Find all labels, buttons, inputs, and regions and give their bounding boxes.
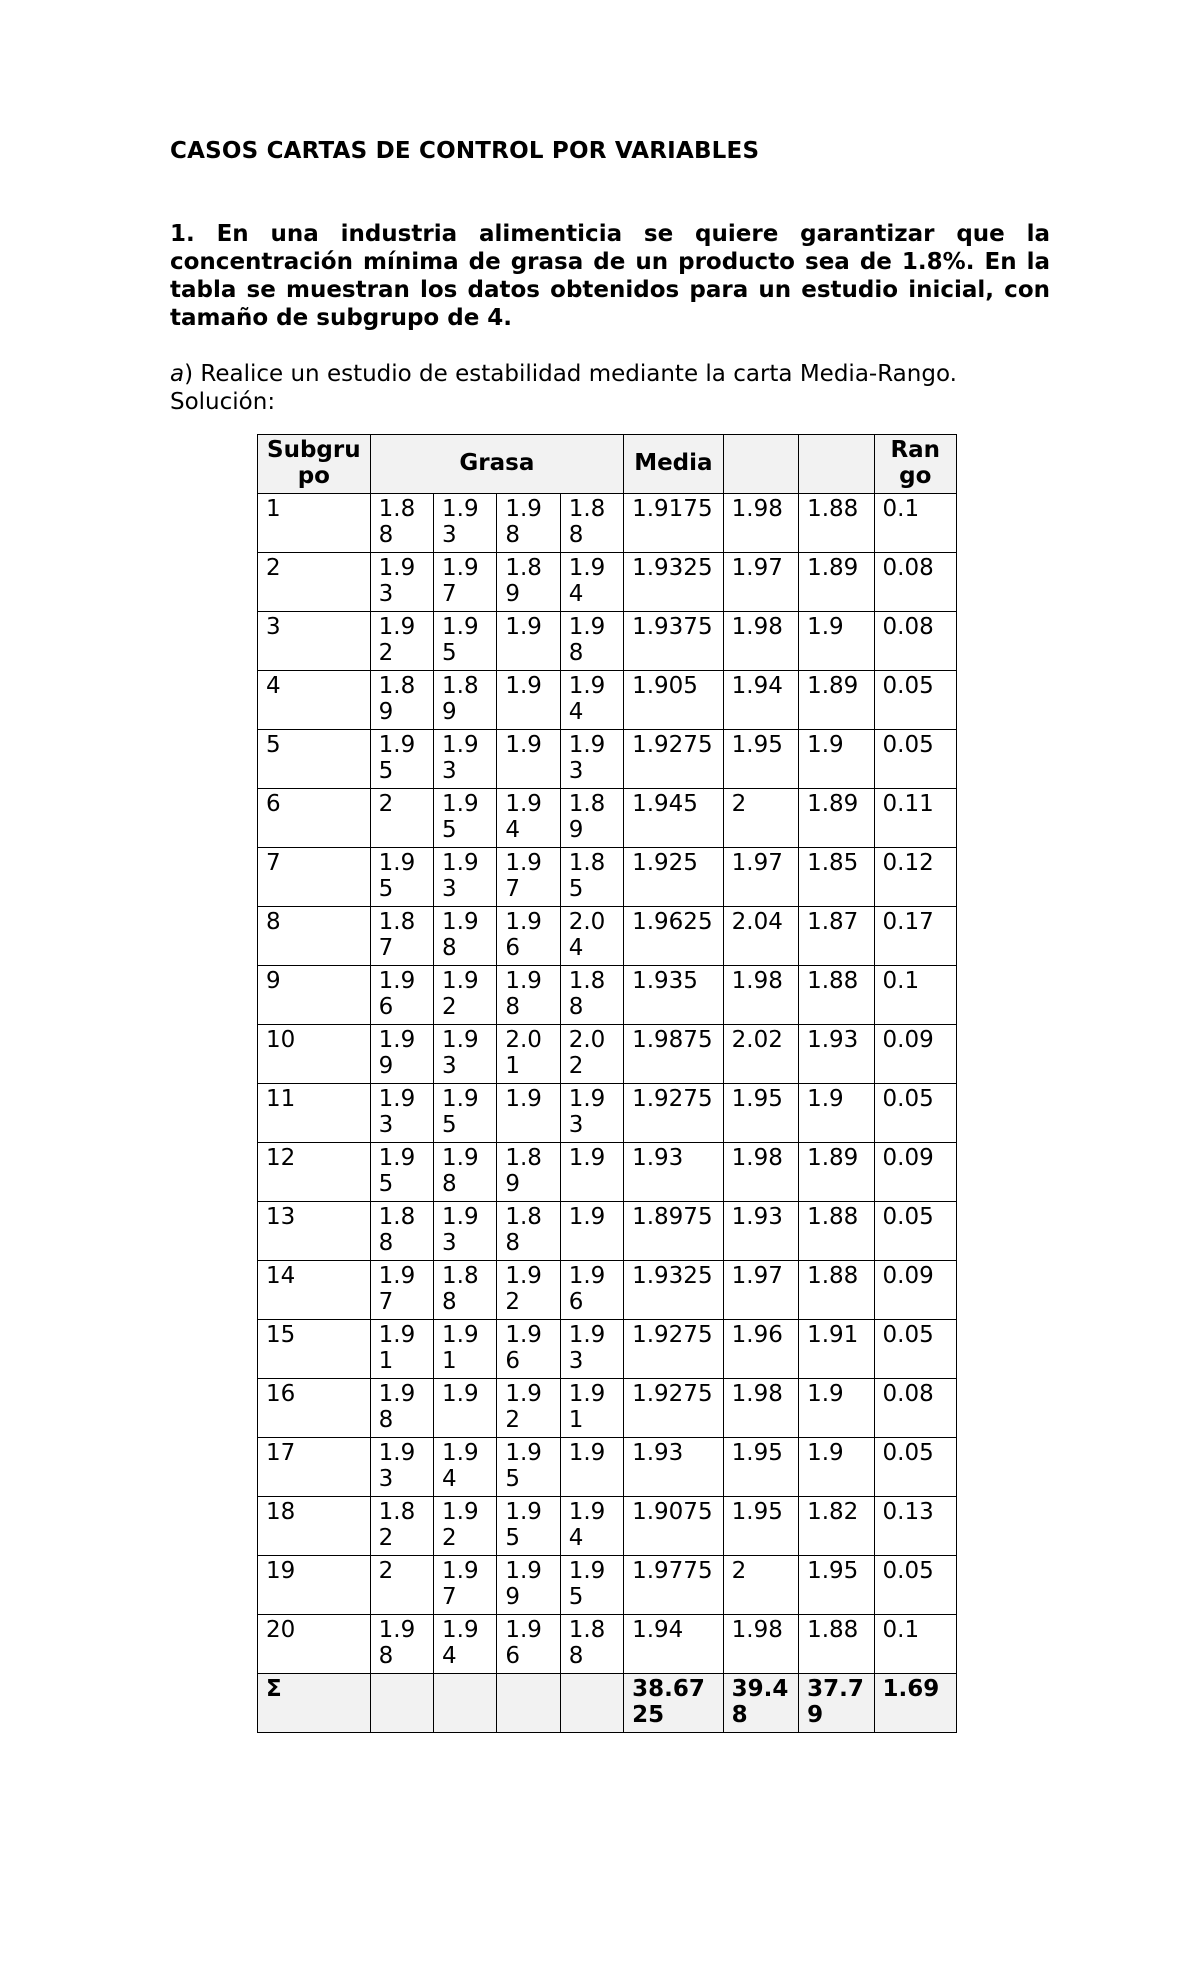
cell-mean: 1.9325 xyxy=(624,553,724,612)
cell-min: 1.88 xyxy=(799,1615,874,1674)
cell-fat-4: 2.02 xyxy=(560,1025,623,1084)
totals-mean: 38.6725 xyxy=(624,1674,724,1733)
cell-fat-2: 1.92 xyxy=(434,966,497,1025)
cell-fat-3: 1.96 xyxy=(497,1615,560,1674)
cell-subgroup: 3 xyxy=(258,612,371,671)
cell-min: 1.9 xyxy=(799,1379,874,1438)
cell-fat-1: 1.92 xyxy=(370,612,433,671)
cell-max: 1.95 xyxy=(723,1438,798,1497)
cell-fat-1: 2 xyxy=(370,789,433,848)
cell-fat-2: 1.89 xyxy=(434,671,497,730)
cell-fat-2: 1.98 xyxy=(434,1143,497,1202)
cell-fat-4: 1.89 xyxy=(560,789,623,848)
totals-empty-cell xyxy=(370,1674,433,1733)
cell-fat-2: 1.93 xyxy=(434,848,497,907)
table-row xyxy=(258,1320,957,1379)
cell-subgroup: 10 xyxy=(258,1025,371,1084)
cell-range: 0.1 xyxy=(874,966,957,1025)
cell-min: 1.87 xyxy=(799,907,874,966)
cell-max: 1.98 xyxy=(723,966,798,1025)
table-row xyxy=(258,789,957,848)
cell-max: 2.04 xyxy=(723,907,798,966)
cell-range: 0.17 xyxy=(874,907,957,966)
cell-fat-4: 2.04 xyxy=(560,907,623,966)
cell-mean: 1.8975 xyxy=(624,1202,724,1261)
cell-mean: 1.9275 xyxy=(624,1320,724,1379)
cell-max: 1.98 xyxy=(723,494,798,553)
cell-max: 1.93 xyxy=(723,1202,798,1261)
cell-mean: 1.9275 xyxy=(624,1084,724,1143)
cell-max: 1.98 xyxy=(723,1143,798,1202)
cell-min: 1.85 xyxy=(799,848,874,907)
table-row xyxy=(258,730,957,789)
header-max xyxy=(723,435,798,494)
table-row xyxy=(258,1379,957,1438)
cell-fat-4: 1.88 xyxy=(560,1615,623,1674)
cell-max: 1.98 xyxy=(723,612,798,671)
cell-fat-3: 1.99 xyxy=(497,1556,560,1615)
table-body xyxy=(258,494,957,1674)
cell-subgroup: 2 xyxy=(258,553,371,612)
cell-fat-3: 1.89 xyxy=(497,1143,560,1202)
cell-min: 1.89 xyxy=(799,553,874,612)
cell-fat-3: 1.92 xyxy=(497,1379,560,1438)
cell-subgroup: 17 xyxy=(258,1438,371,1497)
cell-max: 2.02 xyxy=(723,1025,798,1084)
task-letter: a xyxy=(170,361,185,387)
cell-fat-2: 1.91 xyxy=(434,1320,497,1379)
cell-max: 1.98 xyxy=(723,1615,798,1674)
cell-max: 1.95 xyxy=(723,1497,798,1556)
cell-fat-4: 1.9 xyxy=(560,1438,623,1497)
cell-max: 1.97 xyxy=(723,1261,798,1320)
cell-fat-3: 1.9 xyxy=(497,671,560,730)
cell-subgroup: 16 xyxy=(258,1379,371,1438)
cell-fat-4: 1.93 xyxy=(560,1084,623,1143)
cell-range: 0.09 xyxy=(874,1025,957,1084)
totals-empty-cell xyxy=(497,1674,560,1733)
cell-fat-4: 1.93 xyxy=(560,1320,623,1379)
cell-mean: 1.905 xyxy=(624,671,724,730)
task-text: ) Realice un estudio de estabilidad mediante la carta Media-Rango. xyxy=(184,361,957,387)
cell-fat-4: 1.98 xyxy=(560,612,623,671)
cell-range: 0.05 xyxy=(874,1438,957,1497)
cell-min: 1.82 xyxy=(799,1497,874,1556)
cell-mean: 1.945 xyxy=(624,789,724,848)
cell-fat-1: 1.88 xyxy=(370,494,433,553)
cell-fat-3: 1.92 xyxy=(497,1261,560,1320)
cell-min: 1.88 xyxy=(799,494,874,553)
cell-min: 1.9 xyxy=(799,1084,874,1143)
table-row xyxy=(258,1615,957,1674)
cell-mean: 1.93 xyxy=(624,1438,724,1497)
cell-mean: 1.9275 xyxy=(624,1379,724,1438)
cell-fat-4: 1.94 xyxy=(560,671,623,730)
cell-fat-1: 1.98 xyxy=(370,1379,433,1438)
cell-range: 0.05 xyxy=(874,730,957,789)
table-totals-row xyxy=(258,1674,957,1733)
cell-range: 0.1 xyxy=(874,494,957,553)
cell-subgroup: 8 xyxy=(258,907,371,966)
totals-label: Σ xyxy=(258,1674,371,1733)
cell-max: 1.95 xyxy=(723,730,798,789)
cell-min: 1.88 xyxy=(799,1261,874,1320)
cell-fat-3: 1.96 xyxy=(497,1320,560,1379)
cell-subgroup: 14 xyxy=(258,1261,371,1320)
cell-fat-4: 1.95 xyxy=(560,1556,623,1615)
cell-fat-4: 1.88 xyxy=(560,966,623,1025)
cell-fat-1: 1.82 xyxy=(370,1497,433,1556)
cell-max: 1.97 xyxy=(723,553,798,612)
header-mean: Media xyxy=(624,435,724,494)
table-row xyxy=(258,671,957,730)
totals-max: 39.48 xyxy=(723,1674,798,1733)
cell-fat-2: 1.93 xyxy=(434,1025,497,1084)
cell-range: 0.09 xyxy=(874,1143,957,1202)
table-row xyxy=(258,1143,957,1202)
cell-fat-2: 1.97 xyxy=(434,1556,497,1615)
cell-range: 0.08 xyxy=(874,553,957,612)
cell-min: 1.88 xyxy=(799,1202,874,1261)
cell-max: 1.96 xyxy=(723,1320,798,1379)
cell-range: 0.05 xyxy=(874,1320,957,1379)
cell-subgroup: 20 xyxy=(258,1615,371,1674)
cell-fat-4: 1.9 xyxy=(560,1202,623,1261)
cell-fat-2: 1.88 xyxy=(434,1261,497,1320)
cell-range: 0.05 xyxy=(874,1556,957,1615)
cell-fat-2: 1.94 xyxy=(434,1615,497,1674)
cell-subgroup: 18 xyxy=(258,1497,371,1556)
cell-fat-4: 1.96 xyxy=(560,1261,623,1320)
cell-fat-3: 1.94 xyxy=(497,789,560,848)
table-row xyxy=(258,1438,957,1497)
header-range: Rango xyxy=(874,435,957,494)
cell-fat-1: 1.98 xyxy=(370,1615,433,1674)
cell-fat-1: 1.87 xyxy=(370,907,433,966)
header-min xyxy=(799,435,874,494)
cell-mean: 1.9275 xyxy=(624,730,724,789)
cell-range: 0.13 xyxy=(874,1497,957,1556)
cell-fat-4: 1.94 xyxy=(560,553,623,612)
cell-fat-4: 1.94 xyxy=(560,1497,623,1556)
cell-mean: 1.9625 xyxy=(624,907,724,966)
cell-fat-1: 1.93 xyxy=(370,1084,433,1143)
cell-subgroup: 1 xyxy=(258,494,371,553)
cell-subgroup: 15 xyxy=(258,1320,371,1379)
cell-fat-4: 1.88 xyxy=(560,494,623,553)
header-subgroup: Subgrupo xyxy=(258,435,371,494)
cell-subgroup: 13 xyxy=(258,1202,371,1261)
cell-fat-3: 1.97 xyxy=(497,848,560,907)
cell-max: 1.97 xyxy=(723,848,798,907)
totals-empty-cell xyxy=(434,1674,497,1733)
cell-fat-3: 1.9 xyxy=(497,612,560,671)
cell-min: 1.89 xyxy=(799,671,874,730)
cell-fat-1: 1.93 xyxy=(370,1438,433,1497)
cell-fat-1: 1.95 xyxy=(370,848,433,907)
cell-range: 0.09 xyxy=(874,1261,957,1320)
cell-range: 0.1 xyxy=(874,1615,957,1674)
cell-fat-2: 1.95 xyxy=(434,612,497,671)
cell-mean: 1.9325 xyxy=(624,1261,724,1320)
table-row xyxy=(258,1025,957,1084)
table-header-row xyxy=(258,435,957,494)
table-row xyxy=(258,1556,957,1615)
cell-fat-1: 1.97 xyxy=(370,1261,433,1320)
cell-fat-2: 1.93 xyxy=(434,1202,497,1261)
cell-mean: 1.9375 xyxy=(624,612,724,671)
cell-range: 0.05 xyxy=(874,1202,957,1261)
cell-min: 1.88 xyxy=(799,966,874,1025)
cell-range: 0.05 xyxy=(874,1084,957,1143)
solution-label: Solución: xyxy=(170,389,276,415)
cell-fat-1: 1.95 xyxy=(370,1143,433,1202)
cell-subgroup: 5 xyxy=(258,730,371,789)
cell-max: 1.94 xyxy=(723,671,798,730)
cell-fat-2: 1.95 xyxy=(434,789,497,848)
cell-mean: 1.9075 xyxy=(624,1497,724,1556)
cell-fat-2: 1.95 xyxy=(434,1084,497,1143)
cell-min: 1.9 xyxy=(799,1438,874,1497)
cell-fat-2: 1.92 xyxy=(434,1497,497,1556)
cell-range: 0.08 xyxy=(874,612,957,671)
cell-fat-3: 1.88 xyxy=(497,1202,560,1261)
cell-fat-3: 1.95 xyxy=(497,1497,560,1556)
cell-fat-2: 1.97 xyxy=(434,553,497,612)
cell-subgroup: 9 xyxy=(258,966,371,1025)
table-row xyxy=(258,494,957,553)
task-block xyxy=(170,360,1050,416)
cell-fat-3: 1.95 xyxy=(497,1438,560,1497)
cell-subgroup: 11 xyxy=(258,1084,371,1143)
cell-max: 1.95 xyxy=(723,1084,798,1143)
cell-fat-1: 2 xyxy=(370,1556,433,1615)
table-row xyxy=(258,1084,957,1143)
cell-fat-3: 1.9 xyxy=(497,730,560,789)
totals-range: 1.69 xyxy=(874,1674,957,1733)
table-row xyxy=(258,1261,957,1320)
cell-fat-4: 1.93 xyxy=(560,730,623,789)
cell-fat-1: 1.96 xyxy=(370,966,433,1025)
cell-fat-1: 1.93 xyxy=(370,553,433,612)
fat-data-table xyxy=(257,434,957,1733)
cell-fat-1: 1.91 xyxy=(370,1320,433,1379)
cell-fat-1: 1.88 xyxy=(370,1202,433,1261)
cell-fat-1: 1.99 xyxy=(370,1025,433,1084)
cell-max: 2 xyxy=(723,789,798,848)
cell-subgroup: 4 xyxy=(258,671,371,730)
cell-fat-4: 1.9 xyxy=(560,1143,623,1202)
cell-min: 1.89 xyxy=(799,789,874,848)
cell-fat-2: 1.98 xyxy=(434,907,497,966)
cell-fat-2: 1.94 xyxy=(434,1438,497,1497)
cell-mean: 1.94 xyxy=(624,1615,724,1674)
table-row xyxy=(258,907,957,966)
cell-subgroup: 7 xyxy=(258,848,371,907)
cell-min: 1.89 xyxy=(799,1143,874,1202)
cell-fat-2: 1.93 xyxy=(434,494,497,553)
document-title: CASOS CARTAS DE CONTROL POR VARIABLES xyxy=(170,138,760,164)
cell-mean: 1.9875 xyxy=(624,1025,724,1084)
table-row xyxy=(258,1202,957,1261)
cell-min: 1.91 xyxy=(799,1320,874,1379)
cell-min: 1.95 xyxy=(799,1556,874,1615)
table-row xyxy=(258,848,957,907)
cell-range: 0.12 xyxy=(874,848,957,907)
cell-fat-4: 1.91 xyxy=(560,1379,623,1438)
table-row xyxy=(258,1497,957,1556)
cell-min: 1.9 xyxy=(799,612,874,671)
cell-range: 0.11 xyxy=(874,789,957,848)
cell-max: 1.98 xyxy=(723,1379,798,1438)
cell-subgroup: 12 xyxy=(258,1143,371,1202)
cell-range: 0.08 xyxy=(874,1379,957,1438)
cell-fat-3: 1.9 xyxy=(497,1084,560,1143)
totals-min: 37.79 xyxy=(799,1674,874,1733)
cell-fat-3: 2.01 xyxy=(497,1025,560,1084)
cell-fat-3: 1.96 xyxy=(497,907,560,966)
cell-mean: 1.925 xyxy=(624,848,724,907)
cell-fat-3: 1.89 xyxy=(497,553,560,612)
cell-mean: 1.93 xyxy=(624,1143,724,1202)
cell-max: 2 xyxy=(723,1556,798,1615)
totals-empty-cell xyxy=(560,1674,623,1733)
problem-statement: 1. En una industria alimenticia se quiere garantizar que la concentración mínima de grasa de un producto sea de 1.8%. En la tabla se muestran los datos obtenidos para un estudio inicial, con tamaño de subgrupo de 4. xyxy=(170,221,1050,331)
table-row xyxy=(258,612,957,671)
cell-fat-4: 1.85 xyxy=(560,848,623,907)
cell-mean: 1.935 xyxy=(624,966,724,1025)
cell-min: 1.93 xyxy=(799,1025,874,1084)
cell-subgroup: 19 xyxy=(258,1556,371,1615)
cell-fat-1: 1.89 xyxy=(370,671,433,730)
table-row xyxy=(258,553,957,612)
cell-mean: 1.9175 xyxy=(624,494,724,553)
header-fat: Grasa xyxy=(370,435,623,494)
cell-fat-2: 1.9 xyxy=(434,1379,497,1438)
cell-fat-3: 1.98 xyxy=(497,494,560,553)
cell-fat-2: 1.93 xyxy=(434,730,497,789)
cell-subgroup: 6 xyxy=(258,789,371,848)
cell-min: 1.9 xyxy=(799,730,874,789)
task-instruction xyxy=(170,360,1050,388)
table-row xyxy=(258,966,957,1025)
cell-fat-1: 1.95 xyxy=(370,730,433,789)
cell-fat-3: 1.98 xyxy=(497,966,560,1025)
cell-mean: 1.9775 xyxy=(624,1556,724,1615)
cell-range: 0.05 xyxy=(874,671,957,730)
